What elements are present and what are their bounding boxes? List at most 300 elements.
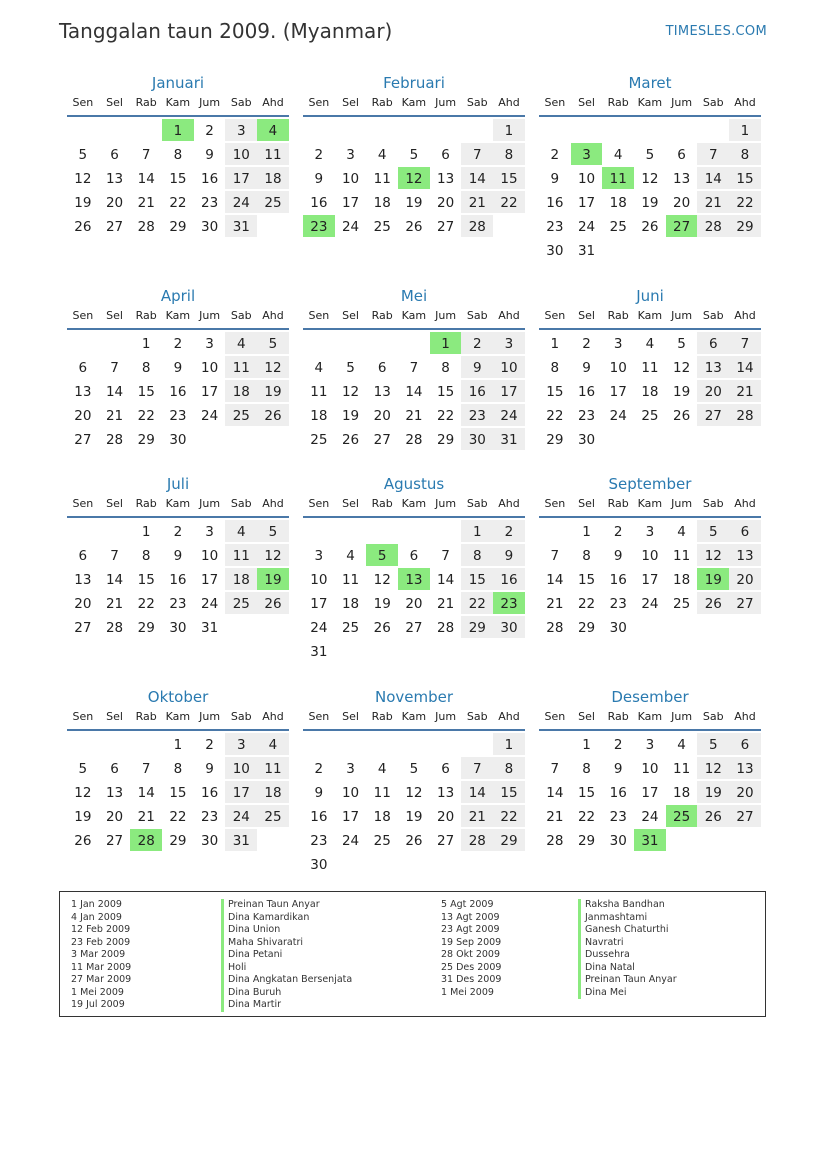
holiday-day-cell: 28 <box>130 829 162 851</box>
month-februari <box>303 73 525 238</box>
day-cell: 23 <box>169 408 187 424</box>
day-cell: 9 <box>173 548 183 564</box>
day-cell: 26 <box>673 408 691 424</box>
day-grid <box>303 732 525 876</box>
day-cell: 2 <box>461 332 493 354</box>
legend-date: 25 Des 2009 <box>441 961 502 973</box>
day-cell: 25 <box>609 219 627 235</box>
legend-holiday-name: Ganesh Chaturthi <box>578 924 677 937</box>
weekday-label: Sab <box>466 710 488 723</box>
day-cell: 1 <box>461 520 493 542</box>
legend-holiday-name: Dina Natal <box>578 962 677 975</box>
empty-cell <box>335 118 367 142</box>
legend-holiday-name: Maha Shivaratri <box>221 937 352 950</box>
weekday-label: Kam <box>165 96 191 109</box>
holiday-day-cell: 3 <box>571 143 603 165</box>
day-cell: 17 <box>341 195 360 211</box>
day-cell: 23 <box>609 596 627 612</box>
month-name: April <box>160 287 196 305</box>
empty-cell <box>335 519 367 543</box>
day-cell: 3 <box>613 336 623 352</box>
empty-cell <box>67 118 99 142</box>
weekday-label: Sen <box>72 710 94 723</box>
day-cell: 3 <box>205 336 214 352</box>
day-cell: 15 <box>577 572 596 588</box>
day-cell: 9 <box>314 785 324 801</box>
holiday-day-cell: 31 <box>634 829 666 851</box>
day-cell: 5 <box>78 761 88 777</box>
holiday-day-cell: 5 <box>366 544 398 566</box>
day-cell: 28 <box>697 215 729 237</box>
empty-cell <box>398 519 430 543</box>
weekday-label: Jum <box>435 710 457 723</box>
day-cell: 5 <box>409 147 419 163</box>
weekday-label: Sen <box>308 96 330 109</box>
day-cell: 21 <box>105 408 124 424</box>
day-cell: 24 <box>201 408 219 424</box>
day-cell: 9 <box>461 356 493 378</box>
holiday-legend <box>59 891 766 1017</box>
day-cell: 8 <box>461 544 493 566</box>
month-november <box>303 687 525 876</box>
weekday-header <box>303 93 525 117</box>
weekday-label: Kam <box>401 497 427 510</box>
day-cell: 21 <box>546 596 564 612</box>
day-cell: 5 <box>645 147 655 163</box>
weekday-label: Ahd <box>734 710 756 723</box>
day-cell: 12 <box>697 544 729 566</box>
day-cell: 25 <box>373 833 391 849</box>
day-cell: 10 <box>225 143 257 165</box>
day-cell: 22 <box>577 809 596 825</box>
legend-date: 5 Agt 2009 <box>441 899 494 910</box>
day-grid <box>303 331 525 451</box>
month-name: Januari <box>151 74 205 92</box>
day-cell: 14 <box>105 572 124 588</box>
weekday-label: Sel <box>342 96 359 109</box>
day-cell: 16 <box>577 384 596 400</box>
day-cell: 19 <box>405 195 423 211</box>
day-cell: 18 <box>225 380 257 402</box>
day-cell: 28 <box>461 215 493 237</box>
day-cell: 29 <box>137 620 155 636</box>
day-cell: 3 <box>225 733 257 755</box>
day-cell: 28 <box>405 432 423 448</box>
month-name: Juli <box>166 475 190 493</box>
month-name: Desember <box>611 688 689 706</box>
day-cell: 2 <box>314 761 324 777</box>
weekday-label: Sel <box>578 710 595 723</box>
day-cell: 6 <box>409 548 419 564</box>
weekday-label: Sen <box>544 497 566 510</box>
weekday-label: Sen <box>308 710 330 723</box>
empty-cell <box>67 732 99 756</box>
day-cell: 13 <box>105 171 124 187</box>
weekday-label: Rab <box>371 309 393 322</box>
legend-holiday-name: Dina Angkatan Bersenjata <box>221 974 352 987</box>
day-cell: 4 <box>346 548 355 564</box>
day-cell: 12 <box>257 544 289 566</box>
day-cell: 4 <box>377 147 387 163</box>
day-cell: 9 <box>582 360 591 376</box>
weekday-label: Jum <box>671 309 693 322</box>
legend-holiday-name: Dina Mei <box>578 987 677 1000</box>
day-cell: 8 <box>729 143 761 165</box>
day-cell: 29 <box>546 432 564 448</box>
weekday-label: Sab <box>230 497 252 510</box>
legend-date: 31 Des 2009 <box>441 974 502 985</box>
legend-names-right <box>578 899 677 999</box>
day-cell: 3 <box>205 524 214 540</box>
weekday-label: Sen <box>72 96 94 109</box>
day-cell: 27 <box>729 805 761 827</box>
weekday-label: Rab <box>607 710 629 723</box>
legend-date: 4 Jan 2009 <box>71 911 122 923</box>
day-cell: 23 <box>201 809 219 825</box>
day-cell: 27 <box>405 620 423 636</box>
day-cell: 5 <box>697 733 729 755</box>
weekday-header <box>67 494 289 518</box>
weekday-label: Ahd <box>498 96 520 109</box>
day-cell: 17 <box>577 195 596 211</box>
day-cell: 30 <box>493 616 525 638</box>
weekday-label: Ahd <box>734 96 756 109</box>
day-cell: 27 <box>74 432 92 448</box>
day-cell: 29 <box>577 833 596 849</box>
day-cell: 21 <box>729 380 761 402</box>
day-cell: 30 <box>546 243 564 259</box>
day-cell: 13 <box>673 171 691 187</box>
day-cell: 27 <box>697 404 729 426</box>
day-cell: 19 <box>641 195 659 211</box>
weekday-label: Sel <box>106 96 123 109</box>
day-cell: 30 <box>169 432 187 448</box>
day-cell: 4 <box>677 737 686 753</box>
day-cell: 31 <box>225 829 257 851</box>
day-cell: 8 <box>582 761 591 777</box>
day-cell: 8 <box>173 147 183 163</box>
day-cell: 16 <box>546 195 564 211</box>
legend-date: 23 Feb 2009 <box>71 936 131 948</box>
day-cell: 1 <box>493 119 525 141</box>
day-cell: 16 <box>461 380 493 402</box>
day-cell: 6 <box>78 548 88 564</box>
weekday-label: Ahd <box>262 497 284 510</box>
day-cell: 7 <box>141 147 151 163</box>
day-cell: 19 <box>74 809 92 825</box>
day-cell: 26 <box>405 833 423 849</box>
month-desember <box>539 687 761 852</box>
weekday-label: Ahd <box>262 309 284 322</box>
weekday-label: Sen <box>72 309 94 322</box>
weekday-label: Rab <box>371 497 393 510</box>
day-cell: 18 <box>609 195 627 211</box>
day-cell: 15 <box>577 785 596 801</box>
empty-cell <box>398 331 430 355</box>
weekday-label: Sen <box>308 309 330 322</box>
holiday-day-cell: 27 <box>666 215 698 237</box>
day-cell: 23 <box>201 195 219 211</box>
weekday-label: Sab <box>702 309 724 322</box>
weekday-header <box>67 707 289 731</box>
day-cell: 14 <box>105 384 124 400</box>
day-cell: 12 <box>257 356 289 378</box>
day-cell: 26 <box>74 833 92 849</box>
day-grid <box>539 118 761 262</box>
weekday-label: Sen <box>72 497 94 510</box>
day-cell: 18 <box>341 596 360 612</box>
empty-cell <box>366 118 398 142</box>
day-cell: 30 <box>577 432 596 448</box>
day-cell: 19 <box>257 380 289 402</box>
day-cell: 20 <box>437 809 455 825</box>
day-cell: 1 <box>173 737 183 753</box>
legend-holiday-name: Janmashtami <box>578 912 677 925</box>
day-cell: 30 <box>201 833 219 849</box>
day-cell: 26 <box>641 219 659 235</box>
legend-holiday-name: Dina Petani <box>221 949 352 962</box>
weekday-label: Kam <box>637 309 663 322</box>
day-cell: 17 <box>341 809 360 825</box>
day-cell: 6 <box>677 147 686 163</box>
day-cell: 3 <box>493 332 525 354</box>
day-cell: 17 <box>641 572 659 588</box>
empty-cell <box>461 732 493 756</box>
day-cell: 21 <box>137 195 155 211</box>
day-cell: 11 <box>673 548 691 564</box>
empty-cell <box>430 519 462 543</box>
day-cell: 6 <box>377 360 387 376</box>
day-cell: 19 <box>373 596 391 612</box>
day-cell: 21 <box>461 191 493 213</box>
weekday-header <box>67 306 289 330</box>
day-cell: 31 <box>201 620 219 636</box>
day-cell: 24 <box>201 596 219 612</box>
day-cell: 8 <box>441 360 450 376</box>
day-cell: 16 <box>310 809 328 825</box>
day-cell: 2 <box>613 737 623 753</box>
day-cell: 17 <box>201 384 219 400</box>
month-januari <box>67 73 289 238</box>
day-cell: 20 <box>437 195 455 211</box>
day-cell: 2 <box>205 737 214 753</box>
day-cell: 7 <box>697 143 729 165</box>
day-cell: 19 <box>74 195 92 211</box>
legend-date: 1 Mei 2009 <box>441 986 494 998</box>
day-cell: 20 <box>729 781 761 803</box>
day-cell: 1 <box>729 119 761 141</box>
legend-holiday-name: Dina Buruh <box>221 987 352 1000</box>
day-cell: 9 <box>613 761 623 777</box>
day-cell: 5 <box>78 147 88 163</box>
day-cell: 24 <box>225 805 257 827</box>
site-link[interactable]: TIMESLES.COM <box>665 24 767 39</box>
day-cell: 8 <box>141 548 151 564</box>
holiday-day-cell: 23 <box>493 592 525 614</box>
day-cell: 28 <box>137 219 155 235</box>
day-cell: 1 <box>141 524 151 540</box>
weekday-label: Sab <box>466 309 488 322</box>
day-cell: 17 <box>201 572 219 588</box>
legend-holiday-name: Preinan Taun Anyar <box>578 974 677 987</box>
day-cell: 1 <box>582 737 591 753</box>
empty-cell <box>366 331 398 355</box>
day-cell: 6 <box>729 733 761 755</box>
day-cell: 24 <box>310 620 328 636</box>
day-cell: 20 <box>105 195 124 211</box>
day-cell: 28 <box>105 620 124 636</box>
day-cell: 5 <box>257 520 289 542</box>
day-cell: 24 <box>493 404 525 426</box>
day-cell: 19 <box>341 408 360 424</box>
day-cell: 25 <box>673 596 691 612</box>
empty-cell <box>398 732 430 756</box>
weekday-label: Sab <box>230 309 252 322</box>
day-cell: 26 <box>257 592 289 614</box>
day-cell: 22 <box>137 596 155 612</box>
day-cell: 30 <box>201 219 219 235</box>
weekday-label: Jum <box>435 309 457 322</box>
empty-cell <box>461 118 493 142</box>
day-cell: 11 <box>373 171 391 187</box>
weekday-label: Kam <box>401 309 427 322</box>
day-cell: 17 <box>225 167 257 189</box>
day-cell: 14 <box>405 384 423 400</box>
day-cell: 9 <box>205 147 214 163</box>
month-agustus <box>303 474 525 663</box>
weekday-header <box>303 306 525 330</box>
weekday-label: Rab <box>607 96 629 109</box>
month-name: Agustus <box>383 475 445 493</box>
day-cell: 20 <box>729 568 761 590</box>
day-cell: 23 <box>310 833 328 849</box>
holiday-day-cell: 1 <box>162 119 194 141</box>
day-cell: 20 <box>405 596 423 612</box>
day-cell: 15 <box>461 568 493 590</box>
weekday-header <box>539 707 761 731</box>
weekday-label: Jum <box>671 96 693 109</box>
day-cell: 10 <box>641 761 659 777</box>
day-cell: 9 <box>550 171 560 187</box>
empty-cell <box>539 732 571 756</box>
day-cell: 9 <box>314 171 324 187</box>
day-cell: 14 <box>461 167 493 189</box>
weekday-label: Kam <box>401 96 427 109</box>
day-cell: 27 <box>105 833 124 849</box>
day-cell: 30 <box>609 833 627 849</box>
day-cell: 5 <box>346 360 355 376</box>
legend-date: 19 Sep 2009 <box>441 936 502 948</box>
day-cell: 22 <box>577 596 596 612</box>
day-cell: 26 <box>257 404 289 426</box>
holiday-day-cell: 19 <box>697 568 729 590</box>
weekday-header <box>67 93 289 117</box>
day-cell: 31 <box>577 243 596 259</box>
day-cell: 10 <box>493 356 525 378</box>
legend-holiday-name: Preinan Taun Anyar <box>221 899 352 912</box>
month-april <box>67 286 289 451</box>
empty-cell <box>602 118 634 142</box>
day-cell: 11 <box>225 544 257 566</box>
weekday-label: Kam <box>165 309 191 322</box>
weekday-label: Ahd <box>262 710 284 723</box>
day-cell: 30 <box>169 620 187 636</box>
empty-cell <box>634 118 666 142</box>
day-cell: 21 <box>105 596 124 612</box>
day-cell: 2 <box>314 147 324 163</box>
weekday-label: Sel <box>342 497 359 510</box>
legend-names-left <box>221 899 352 1012</box>
day-cell: 10 <box>201 548 219 564</box>
day-cell: 22 <box>546 408 564 424</box>
day-cell: 4 <box>613 147 623 163</box>
day-cell: 28 <box>105 432 124 448</box>
weekday-label: Jum <box>199 309 221 322</box>
day-cell: 26 <box>405 219 423 235</box>
month-mei <box>303 286 525 451</box>
weekday-label: Sen <box>308 497 330 510</box>
day-cell: 20 <box>697 380 729 402</box>
day-cell: 29 <box>461 616 493 638</box>
day-cell: 27 <box>105 219 124 235</box>
day-cell: 29 <box>729 215 761 237</box>
day-cell: 11 <box>225 356 257 378</box>
day-cell: 22 <box>169 809 187 825</box>
day-cell: 26 <box>373 620 391 636</box>
day-cell: 29 <box>169 219 187 235</box>
day-cell: 5 <box>409 761 419 777</box>
weekday-label: Sel <box>106 309 123 322</box>
holiday-day-cell: 25 <box>666 805 698 827</box>
day-cell: 29 <box>493 829 525 851</box>
day-cell: 2 <box>205 123 214 139</box>
day-grid <box>539 519 761 639</box>
day-cell: 11 <box>373 785 391 801</box>
weekday-label: Sel <box>578 96 595 109</box>
day-cell: 18 <box>673 785 691 801</box>
empty-cell <box>430 732 462 756</box>
day-cell: 14 <box>137 785 155 801</box>
day-cell: 2 <box>582 336 591 352</box>
day-cell: 12 <box>74 171 92 187</box>
day-grid <box>67 732 289 852</box>
day-cell: 14 <box>437 572 455 588</box>
day-cell: 3 <box>346 147 355 163</box>
month-name: November <box>374 688 454 706</box>
weekday-label: Sab <box>466 497 488 510</box>
weekday-label: Kam <box>165 497 191 510</box>
day-cell: 4 <box>677 524 686 540</box>
weekday-label: Sen <box>544 96 566 109</box>
month-name: Maret <box>628 74 672 92</box>
weekday-header <box>303 707 525 731</box>
day-cell: 19 <box>673 384 691 400</box>
day-cell: 13 <box>729 544 761 566</box>
day-cell: 16 <box>169 384 187 400</box>
empty-cell <box>303 118 335 142</box>
empty-cell <box>67 331 99 355</box>
holiday-day-cell: 13 <box>398 568 430 590</box>
day-cell: 13 <box>437 785 455 801</box>
day-cell: 31 <box>310 644 328 660</box>
day-cell: 12 <box>405 785 423 801</box>
legend-date: 23 Agt 2009 <box>441 924 500 935</box>
day-cell: 4 <box>645 336 655 352</box>
day-cell: 25 <box>341 620 360 636</box>
empty-cell <box>99 118 131 142</box>
day-cell: 20 <box>74 408 92 424</box>
day-cell: 6 <box>110 761 119 777</box>
